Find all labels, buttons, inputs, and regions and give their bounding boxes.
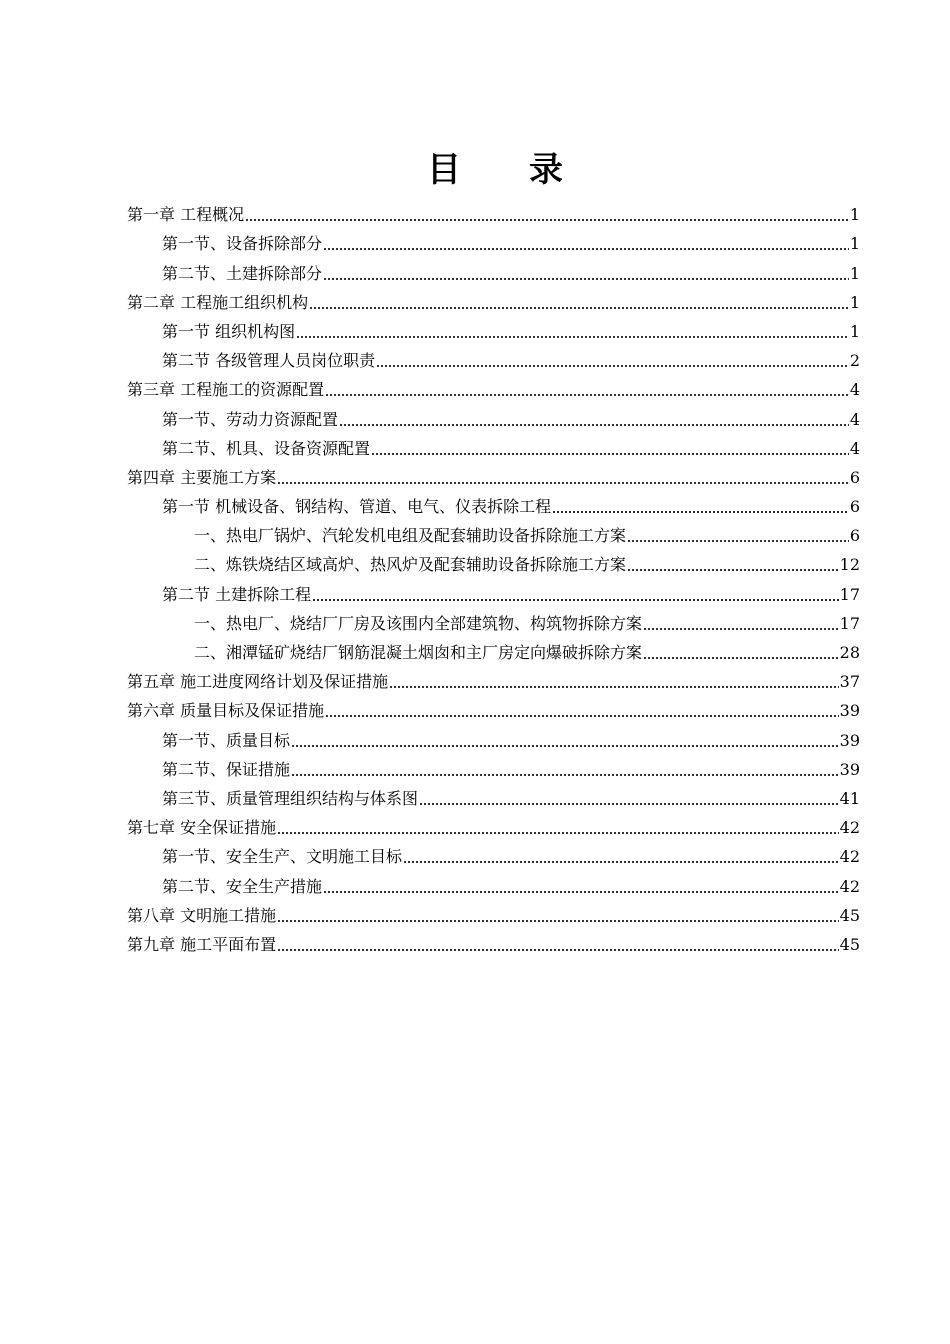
toc-dot-leader	[245, 219, 849, 221]
toc-dot-leader	[552, 511, 849, 513]
toc-dot-leader	[643, 628, 839, 630]
toc-entry-page-number: 2	[849, 351, 860, 371]
toc-dot-leader	[403, 861, 839, 863]
toc-entry-title: 第一节、安全生产、文明施工目标	[162, 847, 403, 867]
toc-entry-title: 第一节、设备拆除部分	[162, 234, 323, 254]
toc-entry-page-number: 45	[839, 905, 860, 925]
toc-dot-leader	[323, 248, 849, 250]
toc-entry-title: 二、湘潭锰矿烧结厂钢筋混凝土烟囱和主厂房定向爆破拆除方案	[194, 643, 643, 662]
toc-dot-leader	[323, 278, 849, 280]
toc-entry-title: 第一章 工程概况	[127, 205, 245, 225]
toc-entry-page-number: 4	[849, 380, 860, 400]
toc-entry-page-number: 28	[839, 643, 860, 662]
toc-dot-leader	[627, 569, 839, 571]
toc-entry[interactable]	[127, 576, 860, 605]
toc-entry[interactable]	[127, 781, 860, 810]
toc-entry[interactable]	[127, 868, 860, 897]
toc-entry-page-number: 45	[839, 934, 860, 954]
toc-dot-leader	[296, 336, 849, 338]
toc-entry-title: 第三节、质量管理组织结构与体系图	[162, 788, 419, 808]
toc-dot-leader	[291, 745, 839, 747]
table-of-contents	[127, 197, 860, 956]
toc-entry-page-number: 39	[839, 759, 860, 779]
toc-entry-page-number: 1	[849, 263, 860, 283]
toc-entry[interactable]	[127, 839, 860, 868]
toc-dot-leader	[339, 424, 849, 426]
toc-entry[interactable]	[127, 255, 860, 284]
toc-entry-page-number: 6	[849, 497, 860, 517]
toc-entry[interactable]	[127, 372, 860, 401]
toc-entry-title: 第二节 各级管理人员岗位职责	[162, 351, 376, 371]
toc-entry-title: 第六章 质量目标及保证措施	[127, 701, 325, 721]
toc-dot-leader	[277, 920, 839, 922]
toc-entry-page-number: 41	[839, 788, 860, 808]
toc-entry-title: 第二节、保证措施	[162, 759, 291, 779]
toc-entry-title: 第二节 土建拆除工程	[162, 584, 312, 604]
toc-entry-title: 第二节、安全生产措施	[162, 876, 323, 896]
toc-entry[interactable]	[127, 722, 860, 751]
toc-dot-leader	[277, 949, 839, 951]
toc-dot-leader	[325, 715, 839, 717]
toc-entry[interactable]	[127, 518, 860, 547]
toc-dot-leader	[419, 803, 839, 805]
toc-entry-title: 第一节 组织机构图	[162, 321, 296, 341]
toc-entry-title: 二、炼铁烧结区域高炉、热风炉及配套辅助设备拆除施工方案	[194, 555, 627, 575]
toc-entry-page-number: 17	[839, 613, 860, 633]
toc-entry[interactable]	[127, 343, 860, 372]
toc-entry-page-number: 17	[839, 584, 860, 604]
toc-entry[interactable]	[127, 752, 860, 781]
toc-entry-page-number: 39	[839, 701, 860, 721]
toc-entry-page-number: 1	[849, 321, 860, 341]
toc-entry-title: 第一节、劳动力资源配置	[162, 409, 339, 429]
toc-entry-title: 第五章 施工进度网络计划及保证措施	[127, 672, 389, 692]
toc-entry-page-number: 4	[849, 409, 860, 429]
toc-entry-title: 第二节、机具、设备资源配置	[162, 438, 371, 458]
toc-entry[interactable]	[127, 693, 860, 722]
toc-entry-title: 第一节 机械设备、钢结构、管道、电气、仪表拆除工程	[162, 497, 552, 517]
toc-entry[interactable]	[127, 431, 860, 460]
toc-entry-title: 一、热电厂锅炉、汽轮发机电组及配套辅助设备拆除施工方案	[194, 526, 627, 546]
toc-dot-leader	[627, 540, 849, 542]
toc-dot-leader	[643, 657, 839, 659]
toc-entry[interactable]	[127, 226, 860, 255]
toc-entry[interactable]	[127, 460, 860, 489]
toc-dot-leader	[309, 307, 849, 309]
toc-entry-page-number: 37	[839, 672, 860, 692]
toc-entry[interactable]	[127, 197, 860, 226]
toc-dot-leader	[291, 774, 839, 776]
toc-entry[interactable]	[127, 547, 860, 576]
toc-entry-page-number: 6	[849, 467, 860, 487]
toc-entry-title: 第二章 工程施工组织机构	[127, 292, 309, 312]
toc-entry-page-number: 42	[839, 876, 860, 896]
toc-entry-page-number: 12	[839, 555, 860, 575]
toc-dot-leader	[376, 365, 849, 367]
toc-entry-page-number: 1	[849, 234, 860, 254]
toc-entry-page-number: 42	[839, 818, 860, 838]
toc-dot-leader	[389, 686, 839, 688]
toc-entry-page-number: 1	[849, 205, 860, 225]
page-title-right: 录	[529, 150, 563, 190]
toc-entry[interactable]	[127, 314, 860, 343]
toc-entry-title: 第七章 安全保证措施	[127, 818, 277, 838]
toc-entry-title: 第一节、质量目标	[162, 730, 291, 750]
toc-entry-page-number: 39	[839, 730, 860, 750]
toc-dot-leader	[277, 832, 839, 834]
toc-entry-title: 第三章 工程施工的资源配置	[127, 380, 325, 400]
toc-entry[interactable]	[127, 898, 860, 927]
toc-entry[interactable]	[127, 489, 860, 518]
page-title-left: 目	[427, 150, 461, 190]
toc-entry[interactable]	[127, 606, 860, 635]
toc-entry[interactable]	[127, 927, 860, 956]
toc-dot-leader	[312, 599, 839, 601]
page-title	[0, 146, 950, 194]
toc-entry-title: 第八章 文明施工措施	[127, 905, 277, 925]
toc-entry-title: 一、热电厂、烧结厂厂房及该围内全部建筑物、构筑物拆除方案	[194, 613, 643, 633]
toc-entry-title: 第四章 主要施工方案	[127, 467, 277, 487]
toc-entry-title: 第九章 施工平面布置	[127, 934, 277, 954]
toc-entry[interactable]	[127, 401, 860, 430]
toc-entry-page-number: 42	[839, 847, 860, 867]
toc-dot-leader	[323, 891, 839, 893]
toc-entry-page-number: 6	[849, 526, 860, 546]
toc-entry[interactable]	[127, 664, 860, 693]
toc-entry[interactable]	[127, 635, 860, 664]
toc-entry[interactable]	[127, 285, 860, 314]
toc-entry-title: 第二节、土建拆除部分	[162, 263, 323, 283]
toc-entry[interactable]	[127, 810, 860, 839]
toc-entry-page-number: 4	[849, 438, 860, 458]
toc-dot-leader	[277, 482, 849, 484]
toc-dot-leader	[325, 394, 849, 396]
toc-entry-page-number: 1	[849, 292, 860, 312]
toc-dot-leader	[371, 453, 849, 455]
